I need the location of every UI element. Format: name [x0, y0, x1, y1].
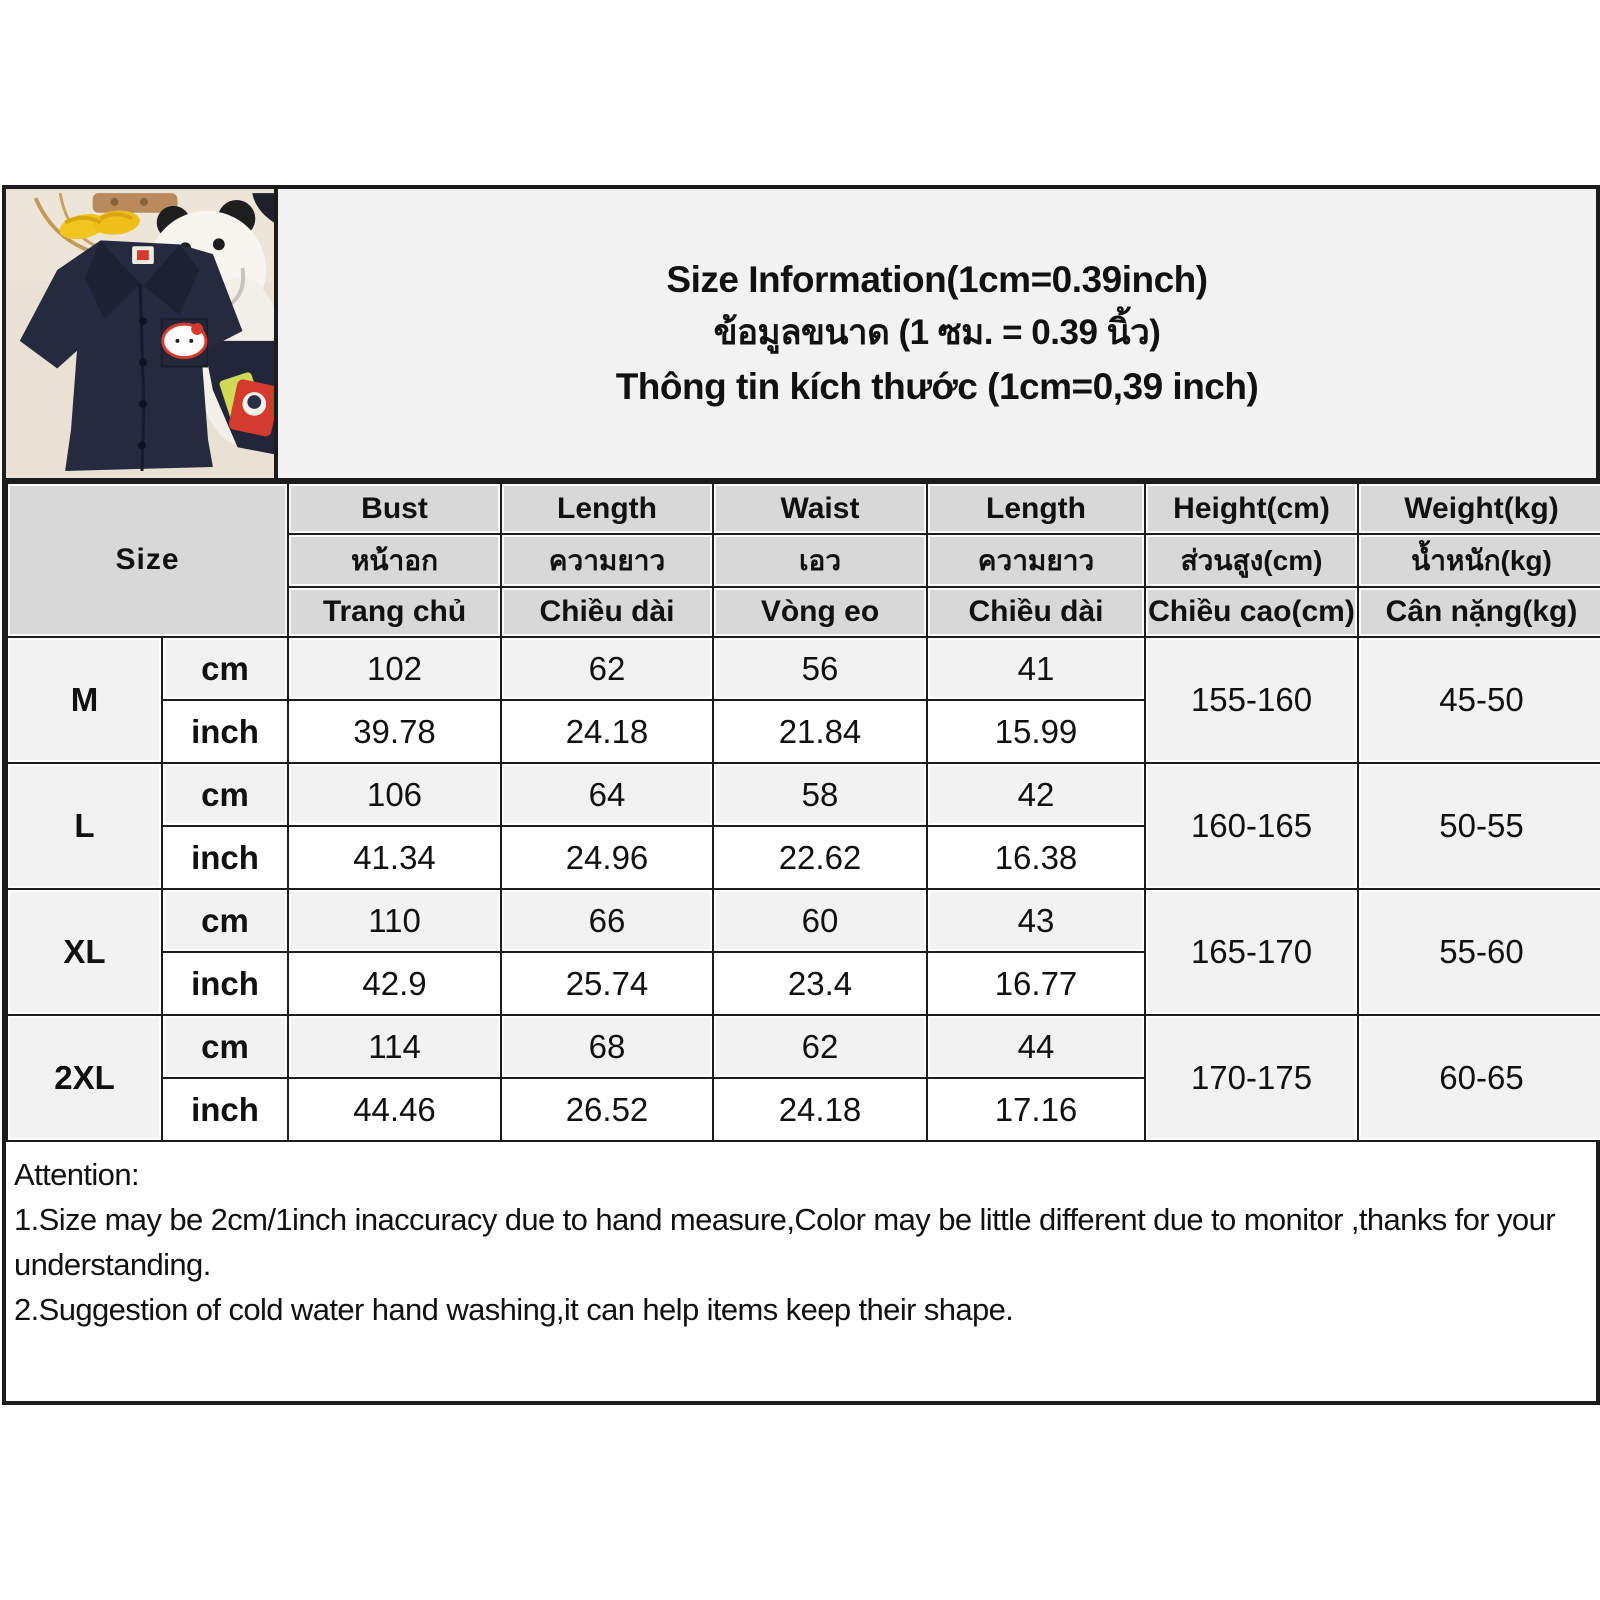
m-weight-range: 45-50 — [1358, 637, 1600, 763]
m-inch-waist: 21.84 — [713, 700, 927, 763]
2xl-inch-waist: 24.18 — [713, 1078, 927, 1141]
xl-cm-length1: 66 — [501, 889, 713, 952]
m-inch-bust: 39.78 — [288, 700, 501, 763]
xl-inch-waist: 23.4 — [713, 952, 927, 1015]
title-block — [278, 189, 1596, 478]
unit-label-2xl-cm: cm — [162, 1015, 288, 1078]
hello-kitty-patch — [163, 323, 206, 357]
title-vi: Thông tin kích thước (1cm=0,39 inch) — [615, 365, 1259, 407]
l-inch-length2: 16.38 — [927, 826, 1145, 889]
m-cm-length1: 62 — [501, 637, 713, 700]
size-label-l: L — [7, 763, 162, 889]
2xl-cm-waist: 62 — [713, 1015, 927, 1078]
header-row-en — [7, 483, 1600, 534]
m-cm-length2: 41 — [927, 637, 1145, 700]
product-photo — [6, 189, 278, 478]
size-label-2xl: 2XL — [7, 1015, 162, 1141]
col-header-bust-th: หน้าอก — [288, 534, 501, 587]
col-header-weight-th: น้ำหนัก(kg) — [1358, 534, 1600, 587]
col-header-bust-vi: Trang chủ — [288, 587, 501, 637]
unit-label-xl-inch: inch — [162, 952, 288, 1015]
l-cm-length2: 42 — [927, 763, 1145, 826]
m-inch-length1: 24.18 — [501, 700, 713, 763]
col-header-height-en: Height(cm) — [1145, 483, 1358, 534]
2xl-inch-length2: 17.16 — [927, 1078, 1145, 1141]
col-header-height-vi: Chiều cao(cm) — [1145, 587, 1358, 637]
row-xl-cm — [7, 889, 1600, 952]
l-cm-bust: 106 — [288, 763, 501, 826]
size-label-xl: XL — [7, 889, 162, 1015]
2xl-cm-length1: 68 — [501, 1015, 713, 1078]
2xl-cm-bust: 114 — [288, 1015, 501, 1078]
col-header-height-th: ส่วนสูง(cm) — [1145, 534, 1358, 587]
product-photo-illustration — [6, 189, 274, 478]
xl-cm-length2: 43 — [927, 889, 1145, 952]
l-cm-waist: 58 — [713, 763, 927, 826]
title-th: ข้อมูลขนาด (1 ซม. = 0.39 นิ้ว) — [713, 313, 1161, 353]
col-header-waist-vi: Vòng eo — [713, 587, 927, 637]
xl-inch-length2: 16.77 — [927, 952, 1145, 1015]
title-en: Size Information(1cm=0.39inch) — [666, 258, 1208, 300]
unit-label-l-inch: inch — [162, 826, 288, 889]
col-header-waist-en: Waist — [713, 483, 927, 534]
l-cm-length1: 64 — [501, 763, 713, 826]
2xl-height-range: 170-175 — [1145, 1015, 1358, 1141]
col-header-bust-en: Bust — [288, 483, 501, 534]
l-inch-waist: 22.62 — [713, 826, 927, 889]
attention-note-1: 1.Size may be 2cm/1inch inaccuracy due to hand measure,Color may be little different due to monitor ,thanks for your understanding. — [14, 1202, 1555, 1282]
attention-section — [6, 1142, 1596, 1332]
m-inch-length2: 15.99 — [927, 700, 1145, 763]
2xl-cm-length2: 44 — [927, 1015, 1145, 1078]
l-inch-length1: 24.96 — [501, 826, 713, 889]
2xl-inch-bust: 44.46 — [288, 1078, 501, 1141]
xl-height-range: 165-170 — [1145, 889, 1358, 1015]
row-2xl-cm — [7, 1015, 1600, 1078]
m-cm-bust: 102 — [288, 637, 501, 700]
col-header-length1-th: ความยาว — [501, 534, 713, 587]
unit-label-xl-cm: cm — [162, 889, 288, 952]
size-chart-sheet — [2, 185, 1600, 1405]
top-row — [6, 189, 1596, 482]
m-height-range: 155-160 — [1145, 637, 1358, 763]
m-cm-waist: 56 — [713, 637, 927, 700]
xl-weight-range: 55-60 — [1358, 889, 1600, 1015]
2xl-inch-length1: 26.52 — [501, 1078, 713, 1141]
xl-inch-length1: 25.74 — [501, 952, 713, 1015]
l-inch-bust: 41.34 — [288, 826, 501, 889]
size-label-m: M — [7, 637, 162, 763]
2xl-weight-range: 60-65 — [1358, 1015, 1600, 1141]
col-header-length2-en: Length — [927, 483, 1145, 534]
unit-label-m-inch: inch — [162, 700, 288, 763]
size-header-cell: Size — [7, 483, 288, 637]
unit-label-l-cm: cm — [162, 763, 288, 826]
xl-cm-bust: 110 — [288, 889, 501, 952]
col-header-length1-en: Length — [501, 483, 713, 534]
col-header-length1-vi: Chiều dài — [501, 587, 713, 637]
attention-heading: Attention: — [14, 1157, 139, 1192]
col-header-weight-en: Weight(kg) — [1358, 483, 1600, 534]
unit-label-m-cm: cm — [162, 637, 288, 700]
col-header-length2-th: ความยาว — [927, 534, 1145, 587]
col-header-waist-th: เอว — [713, 534, 927, 587]
xl-cm-waist: 60 — [713, 889, 927, 952]
col-header-length2-vi: Chiều dài — [927, 587, 1145, 637]
col-header-weight-vi: Cân nặng(kg) — [1358, 587, 1600, 637]
xl-inch-bust: 42.9 — [288, 952, 501, 1015]
unit-label-2xl-inch: inch — [162, 1078, 288, 1141]
l-height-range: 160-165 — [1145, 763, 1358, 889]
l-weight-range: 50-55 — [1358, 763, 1600, 889]
attention-note-2: 2.Suggestion of cold water hand washing,it can help items keep their shape. — [14, 1292, 1014, 1327]
row-m-cm — [7, 637, 1600, 700]
row-l-cm — [7, 763, 1600, 826]
size-table — [6, 482, 1600, 1142]
